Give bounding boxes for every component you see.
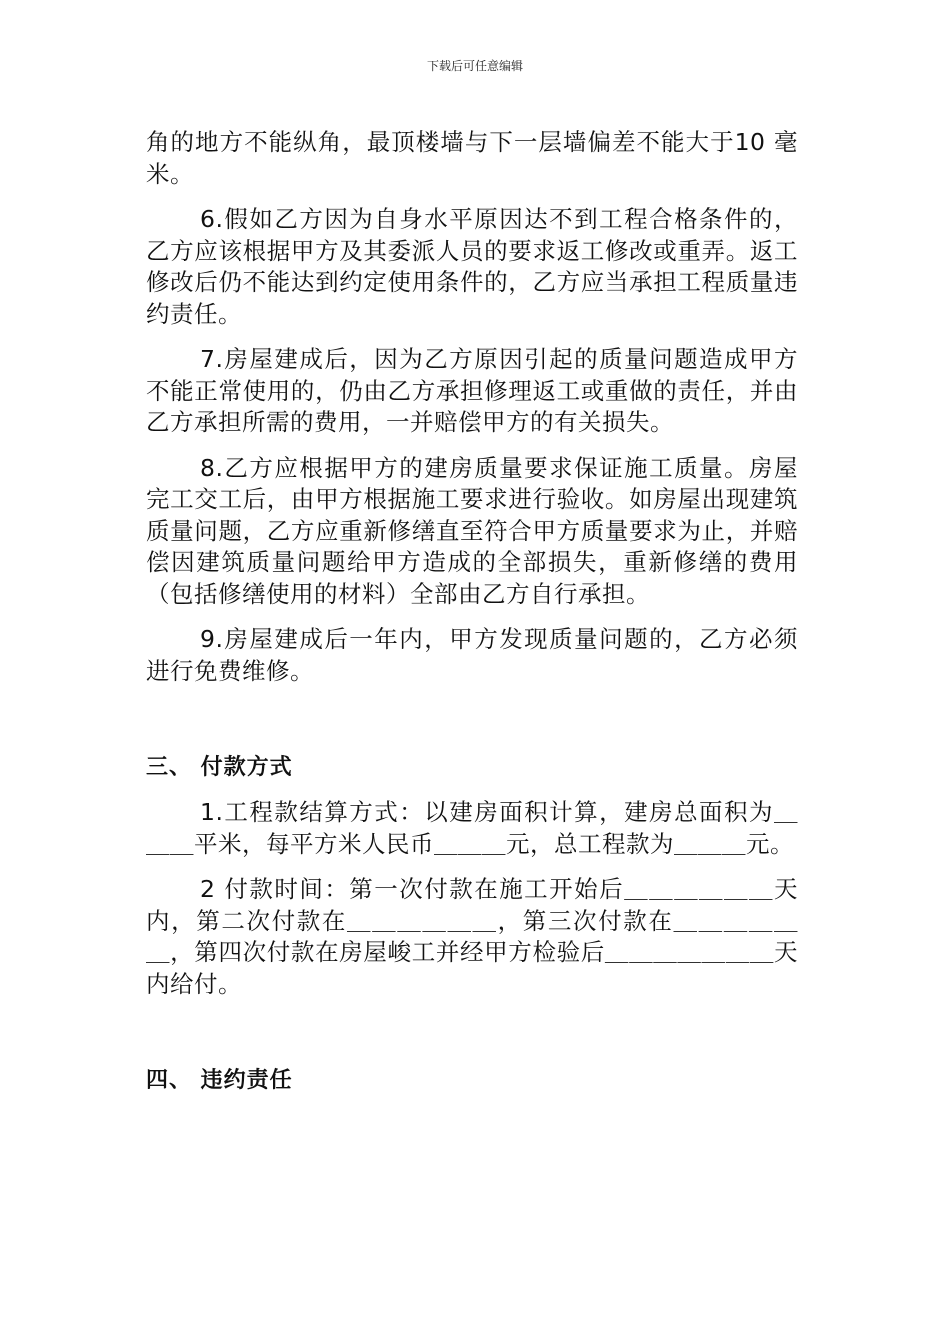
section-heading-breach: 四、 违约责任 [146,1068,293,1093]
paragraph-9: 9.房屋建成后一年内，甲方发现质量问题的，乙方必须进行免费维修。 [146,625,798,685]
payment-paragraph-2: 2 付款时间：第一次付款在施工开始后＿＿＿＿＿＿天内，第二次付款在＿＿＿＿＿＿，第三次付款在＿＿＿＿＿＿，第四次付款在房屋峻工并经甲方检验后＿＿＿＿＿＿＿天内给付。 [146,875,798,998]
payment-paragraph-1: 1.工程款结算方式：以建房面积计算，建房总面积为＿＿＿平米，每平方米人民币＿＿＿元，总工程款为＿＿＿元。 [146,798,798,858]
paragraph-5-tail: 角的地方不能纵角，最顶楼墙与下一层墙偏差不能大于10 毫米。 [146,128,798,188]
document-body [146,127,798,1110]
section-heading-payment: 三、 付款方式 [146,755,293,780]
paragraph-7: 7.房屋建成后，因为乙方原因引起的质量问题造成甲方不能正常使用的，仍由乙方承担修理返工或重做的责任，并由乙方承担所需的费用，一并赔偿甲方的有关损失。 [146,345,798,436]
download-note: 下载后可任意编辑 [426,59,523,73]
paragraph-8: 8.乙方应根据甲方的建房质量要求保证施工质量。房屋完工交工后，由甲方根据施工要求进行验收。如房屋出现建筑质量问题，乙方应重新修缮直至符合甲方质量要求为止，并赔偿因建筑质量问题给甲方造成的全部损失，重新修缮的费用（包括修缮使用的材料）全部由乙方自行承担。 [146,453,798,608]
paragraph-6: 6.假如乙方因为自身水平原因达不到工程合格条件的，乙方应该根据甲方及其委派人员的要求返工修改或重弄。返工修改后仍不能达到约定使用条件的，乙方应当承担工程质量违约责任。 [146,205,798,328]
